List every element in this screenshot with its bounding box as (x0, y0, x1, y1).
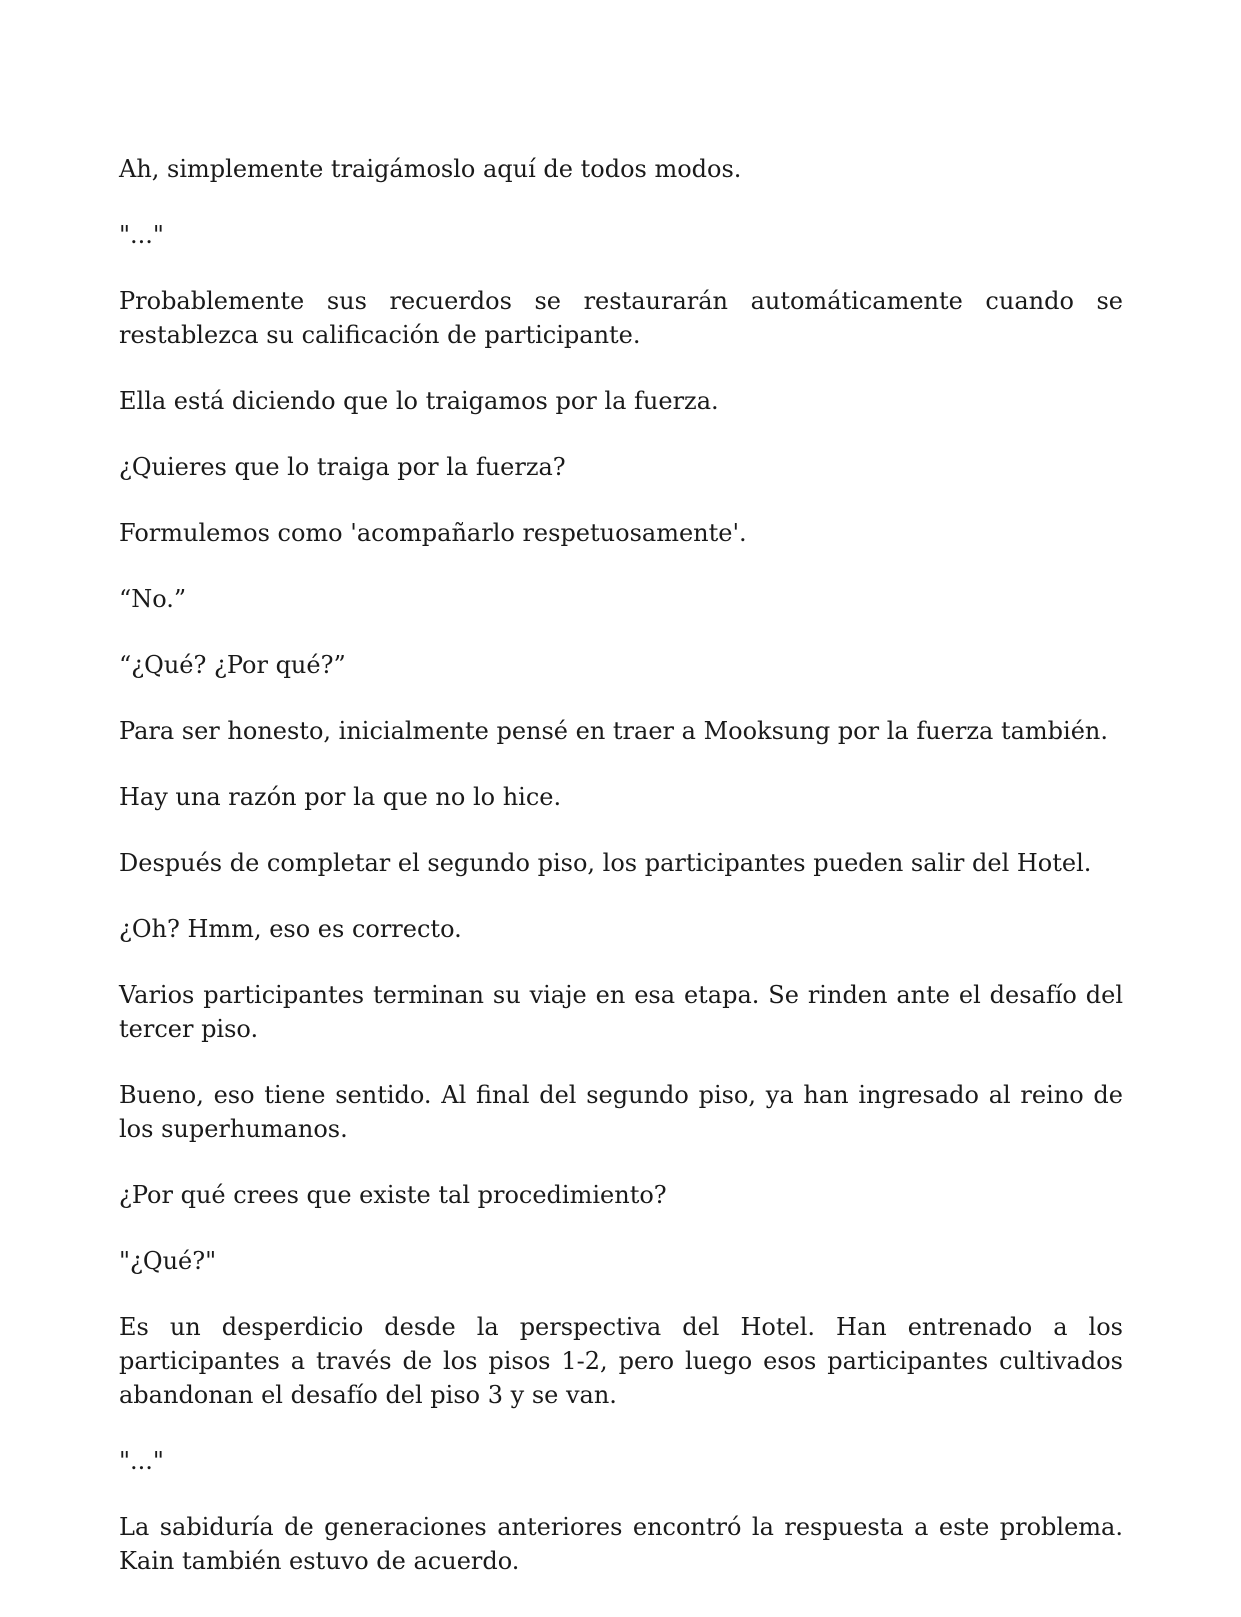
paragraph-6: Formulemos como 'acompañarlo respetuosamente'. (119, 519, 747, 547)
document-body (119, 152, 1123, 1610)
paragraph-18: "..." (119, 1447, 164, 1475)
paragraph-17: Es un desperdicio desde la perspectiva del Hotel. Han entrenado a los participantes a través de los pisos 1-2, pero luego esos participantes cultivados abandonan el desafío del piso 3 y se van. (119, 1313, 1123, 1409)
paragraph-1: Ah, simplemente traigámoslo aquí de todos modos. (119, 155, 742, 183)
paragraph-7: “No.” (119, 585, 187, 613)
paragraph-14: Bueno, eso tiene sentido. Al final del segundo piso, ya han ingresado al reino de los superhumanos. (119, 1081, 1123, 1143)
paragraph-2: "..." (119, 221, 164, 249)
paragraph-16: "¿Qué?" (119, 1247, 217, 1275)
paragraph-12: ¿Oh? Hmm, eso es correcto. (119, 915, 462, 943)
paragraph-9: Para ser honesto, inicialmente pensé en traer a Mooksung por la fuerza también. (119, 717, 1108, 745)
paragraph-8: “¿Qué? ¿Por qué?” (119, 651, 346, 679)
paragraph-19: La sabiduría de generaciones anteriores encontró la respuesta a este problema. Kain también estuvo de acuerdo. (119, 1513, 1123, 1575)
paragraph-13: Varios participantes terminan su viaje en esa etapa. Se rinden ante el desafío del tercer piso. (119, 981, 1123, 1043)
paragraph-15: ¿Por qué crees que existe tal procedimiento? (119, 1181, 667, 1209)
paragraph-3: Probablemente sus recuerdos se restaurarán automáticamente cuando se restablezca su calificación de participante. (119, 287, 1123, 349)
paragraph-4: Ella está diciendo que lo traigamos por la fuerza. (119, 387, 719, 415)
paragraph-11: Después de completar el segundo piso, los participantes pueden salir del Hotel. (119, 849, 1092, 877)
paragraph-10: Hay una razón por la que no lo hice. (119, 783, 562, 811)
paragraph-5: ¿Quieres que lo traiga por la fuerza? (119, 453, 566, 481)
